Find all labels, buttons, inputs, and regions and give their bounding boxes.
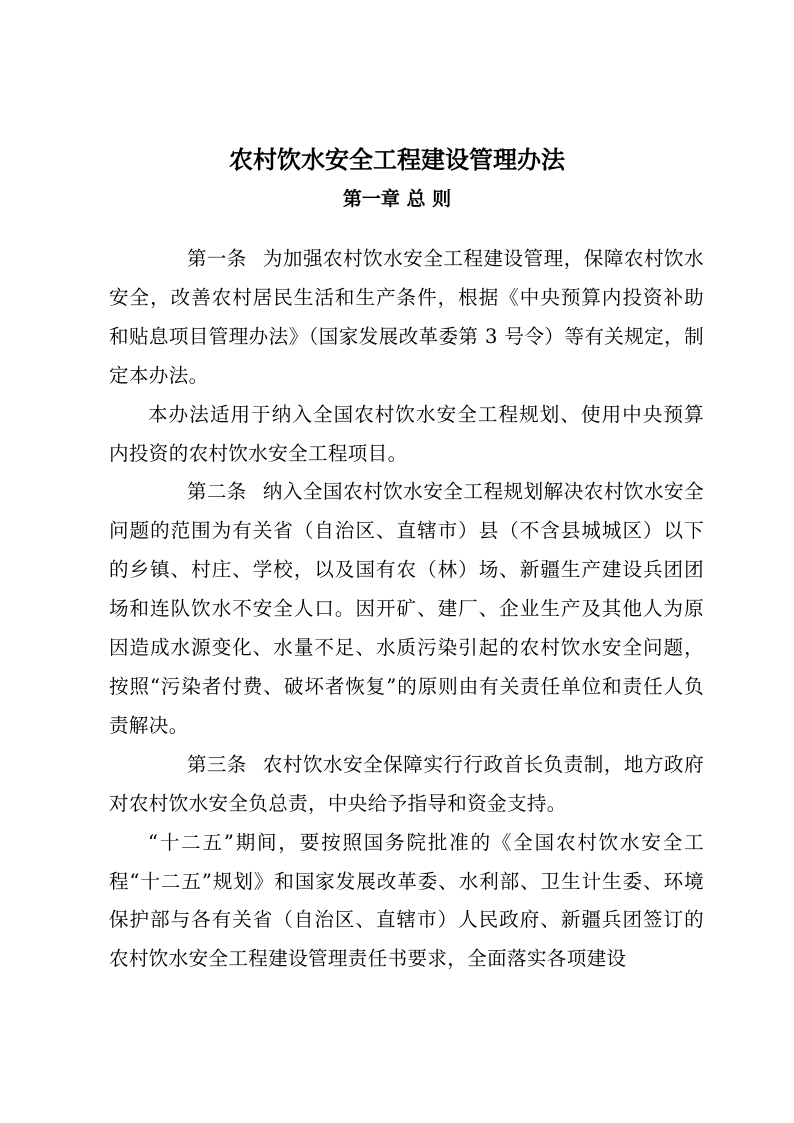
document-body bbox=[109, 240, 704, 979]
paragraph-twelfth-five-year bbox=[109, 824, 704, 980]
paragraph-text: 农村饮水安全保障实行行政首长负责制，地方政府对农村饮水安全负总责，中央给予指导和资金支持。 bbox=[109, 752, 704, 815]
paragraph-scope bbox=[109, 396, 704, 474]
paragraph-article-1 bbox=[109, 240, 704, 396]
paragraph-text: “十二五”期间，要按照国务院批准的《全国农村饮水安全工程“十二五”规划》和国家发展改革委、水利部、卫生计生委、环境保护部与各有关省（自治区、直辖市）人民政府、新疆兵团签订的农村饮水安全工程建设管理责任书要求，全面落实各项建设 bbox=[109, 830, 704, 971]
chapter-heading: 第一章 总 则 bbox=[342, 188, 452, 210]
paragraph-article-2 bbox=[109, 473, 704, 745]
article-label: 第一条 bbox=[187, 247, 247, 270]
document-title: 农村饮水安全工程建设管理办法 bbox=[229, 146, 565, 174]
article-label: 第三条 bbox=[187, 752, 247, 776]
paragraph-text: 为加强农村饮水安全工程建设管理，保障农村饮水安全，改善农村居民生活和生产条件，根据《中央预算内投资补助和贴息项目管理办法》（国家发展改革委第 3 号令）等有关规定，制定本办法。 bbox=[109, 247, 704, 387]
paragraph-text: 本办法适用于纳入全国农村饮水安全工程规划、使用中央预算内投资的农村饮水安全工程项目。 bbox=[109, 402, 704, 465]
article-label: 第二条 bbox=[187, 480, 247, 504]
paragraph-text: 纳入全国农村饮水安全工程规划解决农村饮水安全问题的范围为有关省（自治区、直辖市）县（不含县城城区）以下的乡镇、村庄、学校，以及国有农（林）场、新疆生产建设兵团团场和连队饮水不安全人口。因开矿、建厂、企业生产及其他人为原因造成水源变化、水量不足、水质污染引起的农村饮水安全问题，按照“污染者付费、破坏者恢复”的原则由有关责任单位和责任人负责解决。 bbox=[109, 480, 704, 737]
paragraph-article-3 bbox=[109, 746, 704, 824]
